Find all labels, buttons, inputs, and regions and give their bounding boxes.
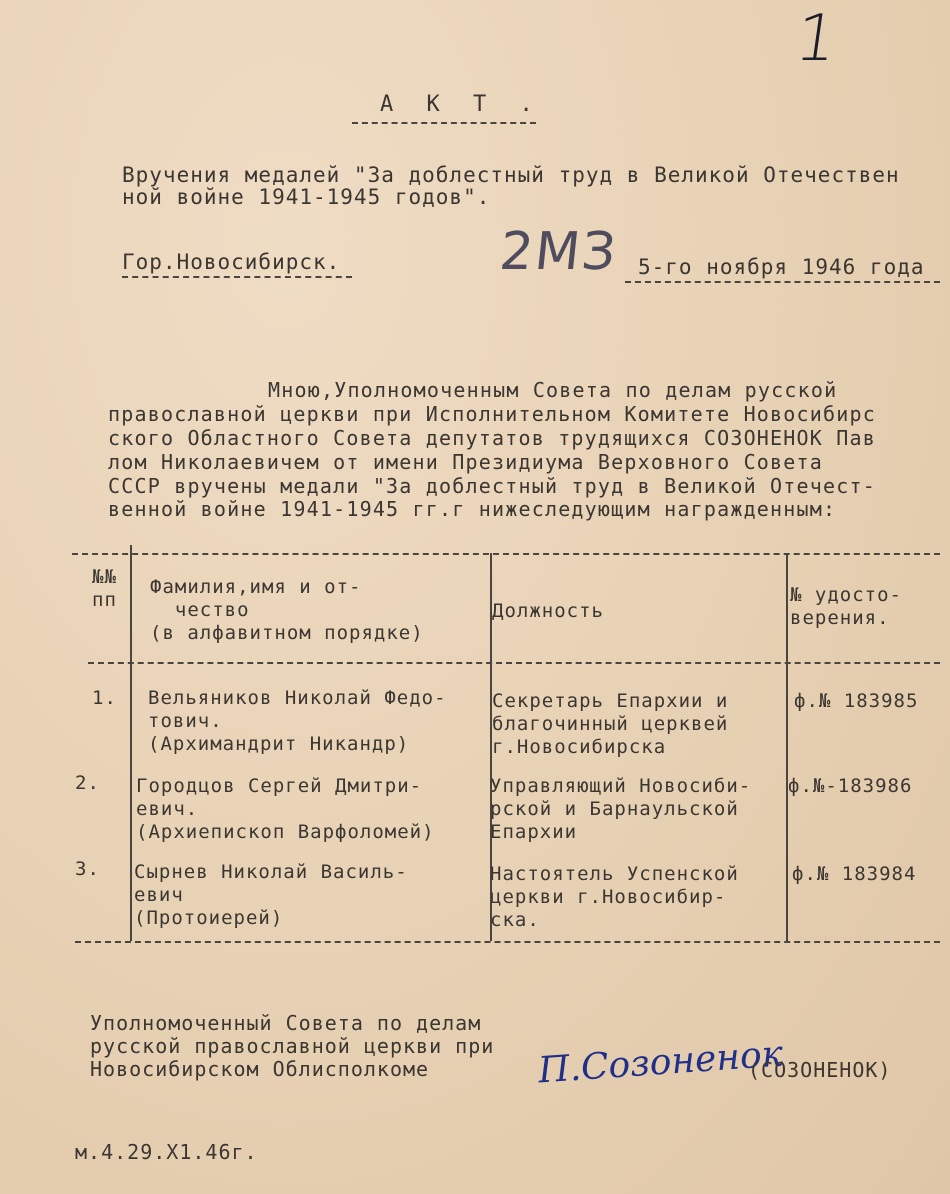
table-bottom-border <box>75 941 940 943</box>
footer-code: м.4.29.Х1.46г. <box>75 1140 258 1164</box>
row-2-cert: ф.№-183986 <box>788 775 913 797</box>
body-line-2: православной церкви при Исполнительном Комитете Новосибирс <box>108 402 876 426</box>
row-3-position: Настоятель Успенской церкви г.Новосибир- ска. <box>490 863 739 931</box>
handwritten-mark: 2МЗ <box>496 222 621 282</box>
row-3-name: Сырнев Николай Василь- евич (Протоиерей) <box>134 861 408 929</box>
body-line-3: ского Областного Совета депутатов трудящихся СОЗОНЕНОК Пав <box>108 426 876 450</box>
date-underline <box>625 281 940 283</box>
table-top-border <box>72 553 940 555</box>
document-date: 5-го ноября 1946 года <box>638 255 925 279</box>
row-1-num: 1. <box>92 687 117 709</box>
subtitle-line-2: ной войне 1941-1945 годов". <box>122 185 491 209</box>
header-num: №№ пп <box>92 566 117 611</box>
row-1-name: Вельяников Николай Федо- тович. (Архимандрит Никандр) <box>148 687 447 755</box>
body-line-6: венной войне 1941-1945 гг.г нижеследующим награжденным: <box>108 497 837 521</box>
table-header-divider <box>88 662 940 664</box>
row-2-num: 2. <box>75 772 100 794</box>
signatory-name: (СОЗОНЕНОК) <box>748 1058 892 1082</box>
document-title: А К Т . <box>380 92 543 117</box>
handwritten-signature: П.Созоненок <box>536 1033 785 1092</box>
row-2-position: Управляющий Новосиби- рской и Барнаульской Епархии <box>490 775 752 843</box>
body-line-5: СССР вручены медали "За доблестный труд в Великой Отечест- <box>108 474 876 498</box>
body-line-1: Мною,Уполномоченным Совета по делам русской <box>268 378 838 402</box>
body-line-4: лом Николаевичем от имени Президиума Верховного Совета <box>108 450 824 474</box>
header-name: Фамилия,имя и от- чество (в алфавитном порядке) <box>150 576 424 644</box>
row-3-cert: ф.№ 183984 <box>792 863 917 885</box>
table-col-divider-3 <box>786 553 788 941</box>
row-1-cert: ф.№ 183985 <box>794 690 919 712</box>
header-position: Должность <box>492 600 604 622</box>
subtitle-line-1: Вручения медалей "За доблестный труд в Великой Отечествен <box>122 163 900 187</box>
city-underline <box>122 276 352 278</box>
row-1-position: Секретарь Епархии и благочинный церквей г.Новосибирска <box>492 690 729 758</box>
row-3-num: 3. <box>75 858 100 880</box>
title-underline <box>352 122 536 124</box>
header-cert: № удосто- верения. <box>790 584 902 629</box>
page-number: 1 <box>790 2 842 76</box>
signatory-title: Уполномоченный Совета по делам русской православной церкви при Новосибирском Облисполкоме <box>90 1011 495 1081</box>
row-2-name: Городцов Сергей Дмитри- евич. (Архиепископ Варфоломей) <box>136 775 435 843</box>
table-col-divider-1 <box>130 545 132 941</box>
city: Гор.Новосибирск. <box>122 250 341 274</box>
